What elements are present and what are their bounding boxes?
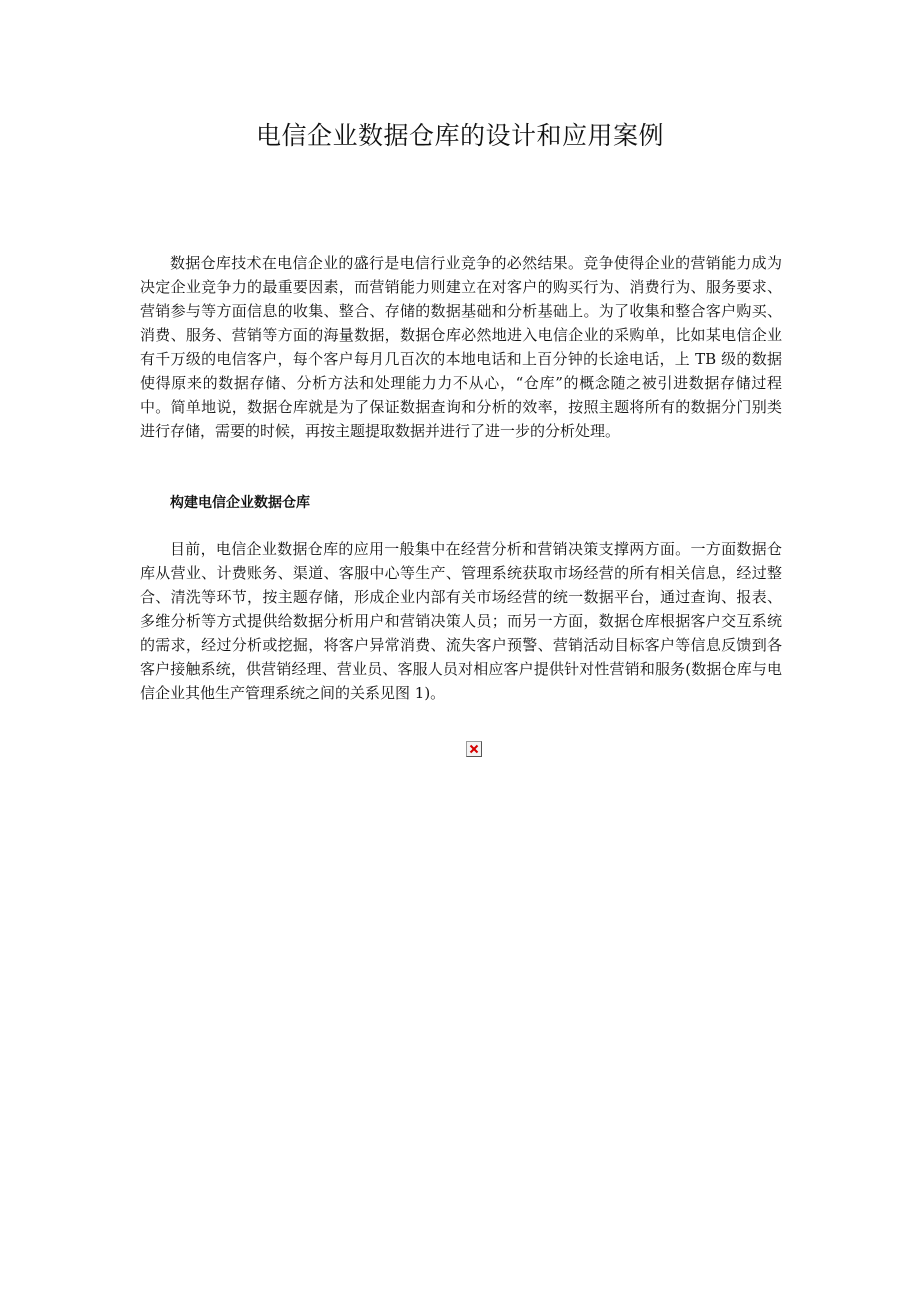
document-title: 电信企业数据仓库的设计和应用案例	[255, 121, 664, 150]
figure-1-placeholder	[466, 741, 482, 757]
section-heading: 构建电信企业数据仓库	[170, 495, 310, 511]
broken-image-icon	[469, 744, 479, 754]
intro-paragraph: 数据仓库技术在电信企业的盛行是电信行业竞争的必然结果。竞争使得企业的营销能力成为决定企业竞争力的最重要因素，而营销能力则建立在对客户的购买行为、消费行为、服务要求、营销参与等方面信息的收集、整合、存储的数据基础和分析基础上。为了收集和整合客户购买、消费、服务、营销等方面的海量数据，数据仓库必然地进入电信企业的采购单，比如某电信企业有千万级的电信客户，每个客户每月几百次的本地电话和上百分钟的长途电话，上 TB 级的数据使得原来的数据存储、分析方法和处理能力力不从心，“仓库”的概念随之被引进数据存储过程中。简单地说，数据仓库就是为了保证数据查询和分析的效率，按照主题将所有的数据分门别类进行存储，需要的时候，再按主题提取数据并进行了进一步的分析处理。	[140, 254, 782, 440]
section-paragraph: 目前，电信企业数据仓库的应用一般集中在经营分析和营销决策支撑两方面。一方面数据仓库从营业、计费账务、渠道、客服中心等生产、管理系统获取市场经营的所有相关信息，经过整合、清洗等环节，按主题存储，形成企业内部有关市场经营的统一数据平台，通过查询、报表、多维分析等方式提供给数据分析用户和营销决策人员；而另一方面，数据仓库根据客户交互系统的需求，经过分析或挖掘，将客户异常消费、流失客户预警、营销活动目标客户等信息反馈到各客户接触系统，供营销经理、营业员、客服人员对相应客户提供针对性营销和服务(数据仓库与电信企业其他生产管理系统之间的关系见图 1)。	[140, 540, 782, 702]
